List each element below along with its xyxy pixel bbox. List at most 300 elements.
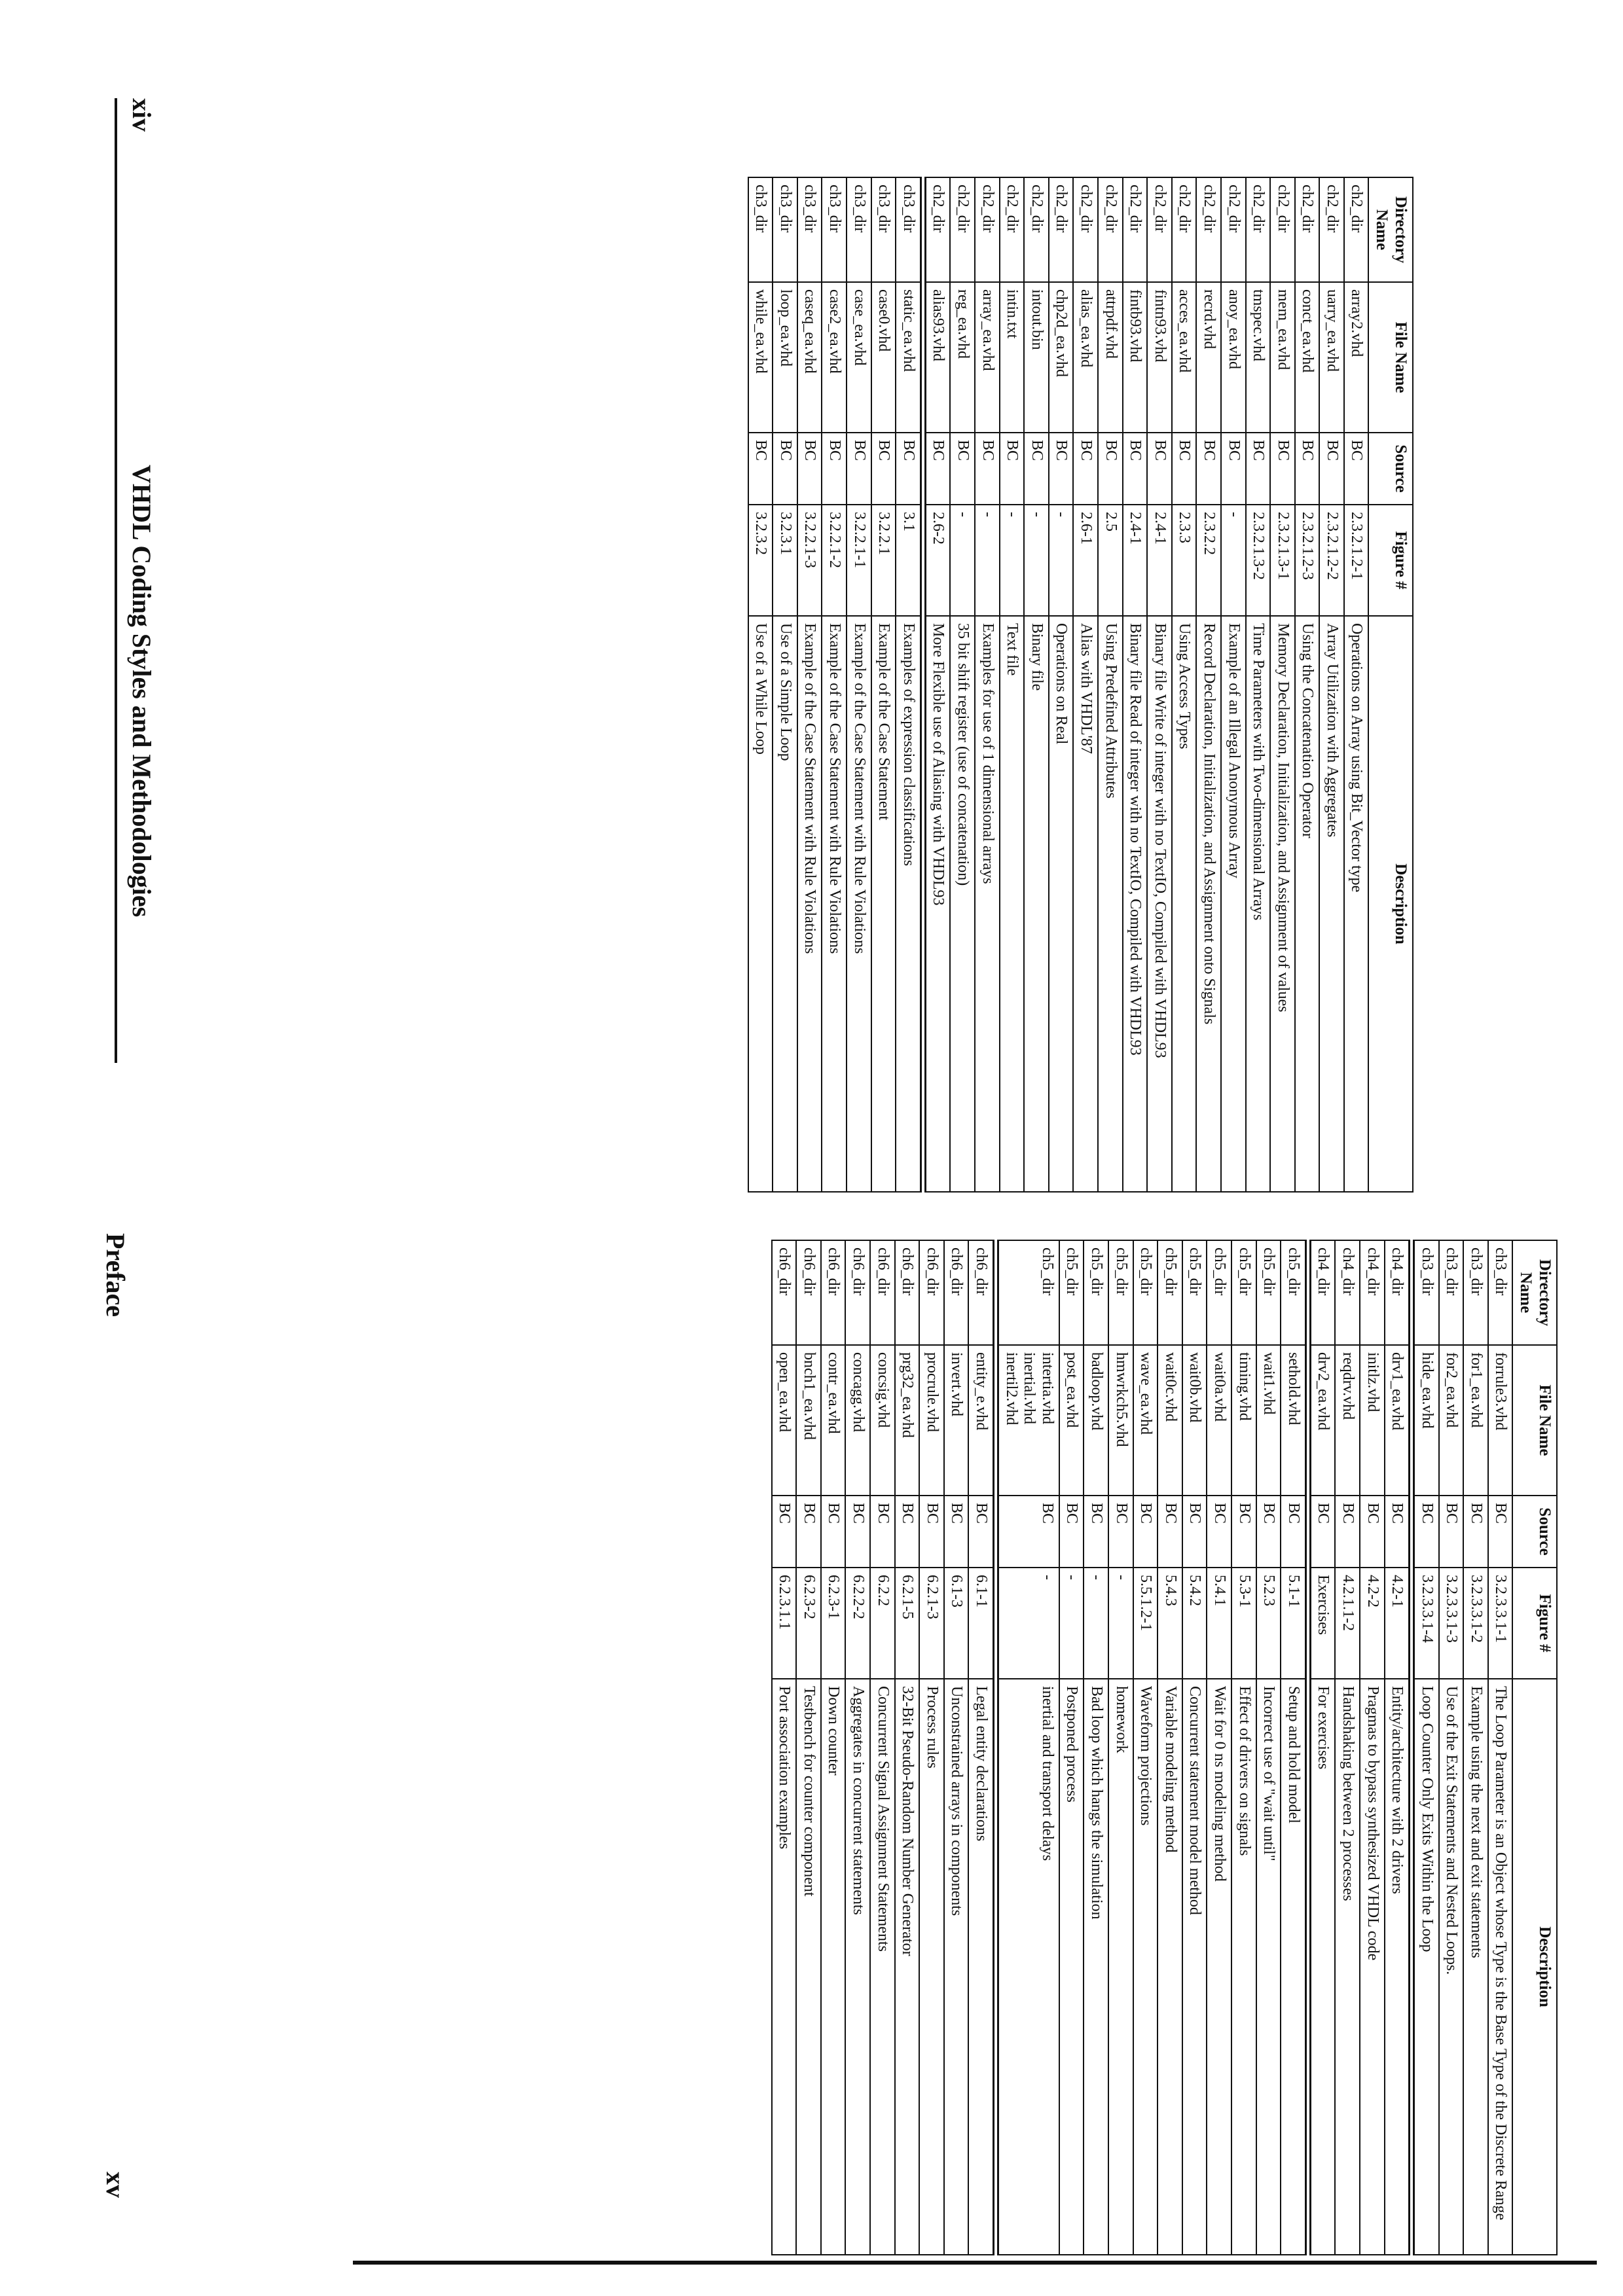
- cell-source: BC: [895, 1496, 920, 1568]
- cell-directory: ch2_dir: [1098, 177, 1123, 282]
- table-row: [996, 1240, 1059, 2255]
- cell-figure: 3.1: [896, 505, 923, 616]
- cell-source: BC: [1308, 1496, 1336, 1568]
- cell-source: BC: [923, 433, 951, 505]
- cell-source: BC: [1256, 1496, 1281, 1568]
- cell-figure: 2.6-2: [923, 505, 951, 616]
- table-row: [1024, 177, 1049, 1192]
- table-row: [822, 177, 847, 1192]
- cell-directory: ch5_dir: [996, 1240, 1059, 1345]
- cell-description: Record Declaration, Initialization, and Assignment onto Signals: [1196, 616, 1221, 1192]
- cell-directory: ch2_dir: [1221, 177, 1246, 282]
- cell-directory: ch5_dir: [1059, 1240, 1084, 1345]
- header-source: Source: [1513, 1496, 1558, 1568]
- cell-description: Binary file Write of integer with no TextIO, Compiled with VHDL93: [1147, 616, 1172, 1192]
- table-row: [950, 177, 975, 1192]
- cell-figure: 4.2.1.1-2: [1335, 1568, 1360, 1679]
- cell-directory: ch3_dir: [773, 177, 797, 282]
- cell-file-name: concsig.vhd: [870, 1345, 895, 1496]
- table-row: [1000, 177, 1025, 1192]
- cell-figure: 2.6-1: [1073, 505, 1098, 616]
- header-figure: Figure #: [1513, 1568, 1558, 1679]
- cell-file-name: invert.vhd: [944, 1345, 969, 1496]
- cell-source: BC: [1344, 433, 1369, 505]
- cell-description: Use of a Simple Loop: [773, 616, 797, 1192]
- file-index-table-left: [748, 177, 1413, 1193]
- cell-directory: ch3_dir: [847, 177, 871, 282]
- cell-figure: -: [1108, 1568, 1133, 1679]
- table-row: [1182, 1240, 1207, 2255]
- cell-figure: -: [1221, 505, 1246, 616]
- cell-description: Waveform projections: [1133, 1679, 1158, 2255]
- cell-figure: 2.3.2.1.2-2: [1319, 505, 1344, 616]
- cell-description: Text file: [1000, 616, 1025, 1192]
- cell-directory: ch4_dir: [1308, 1240, 1336, 1345]
- cell-source: BC: [822, 433, 847, 505]
- cell-file-name: anoy_ea.vhd: [1221, 282, 1246, 433]
- cell-file-name: badloop.vhd: [1084, 1345, 1108, 1496]
- cell-figure: 2.4-1: [1123, 505, 1148, 616]
- cell-file-name: intout.bin: [1024, 282, 1049, 433]
- header-directory: Directory Name: [1513, 1240, 1558, 1345]
- cell-file-name: uarry_ea.vhd: [1319, 282, 1344, 433]
- cell-description: Incorrect use of "wait until": [1256, 1679, 1281, 2255]
- cell-figure: 3.2.3.3.1-1: [1488, 1568, 1513, 1679]
- cell-figure: -: [950, 505, 975, 616]
- cell-description: Pragmas to bypass synthesized VHDL code: [1360, 1679, 1385, 2255]
- cell-directory: ch5_dir: [1182, 1240, 1207, 1345]
- header-description: Description: [1369, 616, 1413, 1192]
- cell-figure: 2.3.2.1.2-3: [1295, 505, 1320, 616]
- cell-description: Array Utilization with Aggregates: [1319, 616, 1344, 1192]
- cell-figure: 5.3-1: [1231, 1568, 1256, 1679]
- cell-directory: ch2_dir: [1147, 177, 1172, 282]
- cell-file-name: fintn93.vhd: [1147, 282, 1172, 433]
- cell-source: BC: [996, 1496, 1059, 1568]
- cell-source: BC: [1221, 433, 1246, 505]
- cell-source: BC: [975, 433, 1000, 505]
- cell-file-name: timing.vhd: [1231, 1345, 1256, 1496]
- cell-source: BC: [772, 1496, 797, 1568]
- header-directory: Directory Name: [1369, 177, 1413, 282]
- cell-directory: ch6_dir: [772, 1240, 797, 1345]
- cell-directory: ch2_dir: [1073, 177, 1098, 282]
- cell-figure: 3.2.3.2: [748, 505, 773, 616]
- cell-description: Down counter: [821, 1679, 846, 2255]
- table-row: [1256, 1240, 1281, 2255]
- table-row: [1335, 1240, 1360, 2255]
- cell-file-name: for2_ea.vhd: [1439, 1345, 1464, 1496]
- table-row: [1133, 1240, 1158, 2255]
- header-description: Description: [1513, 1679, 1558, 2255]
- cell-figure: 2.3.2.1.3-1: [1270, 505, 1295, 616]
- cell-source: BC: [847, 433, 871, 505]
- cell-source: BC: [1084, 1496, 1108, 1568]
- cell-figure: -: [1059, 1568, 1084, 1679]
- cell-description: Bad loop which hangs the simulation: [1084, 1679, 1108, 2255]
- cell-description: inertial and transport delays: [996, 1679, 1059, 2255]
- cell-description: Loop Counter Only Exits Within the Loop: [1412, 1679, 1439, 2255]
- cell-file-name: case_ea.vhd: [847, 282, 871, 433]
- cell-description: More Flexible use of Aliasing with VHDL93: [923, 616, 951, 1192]
- cell-source: BC: [797, 433, 822, 505]
- cell-directory: ch2_dir: [1246, 177, 1271, 282]
- cell-figure: 2.3.3: [1172, 505, 1197, 616]
- cell-figure: 3.2.3.3.1-3: [1439, 1568, 1464, 1679]
- table-row: [1385, 1240, 1412, 2255]
- cell-file-name: array_ea.vhd: [975, 282, 1000, 433]
- cell-source: BC: [845, 1496, 870, 1568]
- cell-description: Testbench for counter component: [796, 1679, 821, 2255]
- cell-figure: Exercises: [1308, 1568, 1336, 1679]
- cell-description: Binary file: [1024, 616, 1049, 1192]
- cell-directory: ch5_dir: [1133, 1240, 1158, 1345]
- cell-description: Memory Declaration, Initialization, and Assignment of values: [1270, 616, 1295, 1192]
- table-header-row: [1369, 177, 1413, 1192]
- cell-file-name: while_ea.vhd: [748, 282, 773, 433]
- cell-directory: ch6_dir: [821, 1240, 846, 1345]
- cell-directory: ch2_dir: [923, 177, 951, 282]
- cell-description: Binary file Read of integer with no TextIO, Compiled with VHDL93: [1123, 616, 1148, 1192]
- running-title: Preface: [101, 1233, 130, 1318]
- cell-file-name: attrpdf.vhd: [1098, 282, 1123, 433]
- cell-file-name: hide_ea.vhd: [1412, 1345, 1439, 1496]
- cell-description: Use of the Exit Statements and Nested Loops.: [1439, 1679, 1464, 2255]
- cell-directory: ch3_dir: [748, 177, 773, 282]
- cell-source: BC: [1295, 433, 1320, 505]
- cell-file-name: conct_ea.vhd: [1295, 282, 1320, 433]
- table-body-left: [748, 177, 1369, 1192]
- cell-description: Example of an Illegal Anonymous Array: [1221, 616, 1246, 1192]
- cell-source: BC: [1439, 1496, 1464, 1568]
- cell-description: Operations on Real: [1049, 616, 1074, 1192]
- header-source: Source: [1369, 433, 1413, 505]
- cell-figure: -: [1000, 505, 1025, 616]
- cell-figure: 3.2.2.1-2: [822, 505, 847, 616]
- cell-description: Using the Concatenation Operator: [1295, 616, 1320, 1192]
- cell-source: BC: [773, 433, 797, 505]
- table-row: [1098, 177, 1123, 1192]
- cell-source: BC: [968, 1496, 996, 1568]
- cell-source: BC: [821, 1496, 846, 1568]
- cell-source: BC: [1463, 1496, 1488, 1568]
- cell-file-name: static_ea.vhd: [896, 282, 923, 433]
- cell-figure: -: [996, 1568, 1059, 1679]
- cell-file-name: mem_ea.vhd: [1270, 282, 1295, 433]
- cell-file-name: loop_ea.vhd: [773, 282, 797, 433]
- cell-file-name: hmwrkch5.vhd: [1108, 1345, 1133, 1496]
- cell-source: BC: [1412, 1496, 1439, 1568]
- cell-file-name: tmspec.vhd: [1246, 282, 1271, 433]
- table-row: [1123, 177, 1148, 1192]
- cell-description: Handshaking between 2 processes: [1335, 1679, 1360, 2255]
- cell-directory: ch6_dir: [895, 1240, 920, 1345]
- cell-directory: ch2_dir: [1295, 177, 1320, 282]
- cell-source: BC: [1123, 433, 1148, 505]
- cell-description: Example of the Case Statement: [871, 616, 896, 1192]
- cell-source: BC: [796, 1496, 821, 1568]
- cell-directory: ch6_dir: [870, 1240, 895, 1345]
- cell-file-name: post_ea.vhd: [1059, 1345, 1084, 1496]
- cell-file-name: open_ea.vhd: [772, 1345, 797, 1496]
- cell-file-name: concagg.vhd: [845, 1345, 870, 1496]
- table-row: [895, 1240, 920, 2255]
- cell-file-name: acces_ea.vhd: [1172, 282, 1197, 433]
- cell-directory: ch5_dir: [1281, 1240, 1308, 1345]
- cell-description: Effect of drivers on signals: [1231, 1679, 1256, 2255]
- cell-file-name: initlz.vhd: [1360, 1345, 1385, 1496]
- cell-directory: ch3_dir: [1439, 1240, 1464, 1345]
- cell-figure: 2.4-1: [1147, 505, 1172, 616]
- right-page-header: [91, 1233, 150, 2198]
- cell-figure: 5.2.3: [1256, 1568, 1281, 1679]
- table-row: [847, 177, 871, 1192]
- cell-figure: 2.3.2.1.3-2: [1246, 505, 1271, 616]
- cell-figure: -: [975, 505, 1000, 616]
- cell-figure: 2.3.2.1.2-1: [1344, 505, 1369, 616]
- cell-description: 35 bit shift register (use of concatenation): [950, 616, 975, 1192]
- cell-directory: ch3_dir: [896, 177, 923, 282]
- cell-figure: -: [1049, 505, 1074, 616]
- cell-directory: ch2_dir: [1123, 177, 1148, 282]
- cell-file-name: prg32_ea.vhd: [895, 1345, 920, 1496]
- cell-directory: ch3_dir: [871, 177, 896, 282]
- table-row: [797, 177, 822, 1192]
- cell-source: BC: [944, 1496, 969, 1568]
- table-row: [1221, 177, 1246, 1192]
- cell-figure: 5.1-1: [1281, 1568, 1308, 1679]
- cell-description: Alias with VHDL'87: [1073, 616, 1098, 1192]
- table-row: [944, 1240, 969, 2255]
- cell-directory: ch2_dir: [1270, 177, 1295, 282]
- cell-source: BC: [1246, 433, 1271, 505]
- table-row: [1196, 177, 1221, 1192]
- cell-directory: ch5_dir: [1231, 1240, 1256, 1345]
- cell-directory: ch2_dir: [1049, 177, 1074, 282]
- cell-file-name: chp2d_ea.vhd: [1049, 282, 1074, 433]
- table-row: [1488, 1240, 1513, 2255]
- table-row: [1231, 1240, 1256, 2255]
- cell-directory: ch2_dir: [1196, 177, 1221, 282]
- cell-file-name: wait0b.vhd: [1182, 1345, 1207, 1496]
- table-row: [1158, 1240, 1182, 2255]
- cell-directory: ch3_dir: [1488, 1240, 1513, 1345]
- cell-description: Using Predefined Attributes: [1098, 616, 1123, 1192]
- cell-file-name: entity_e.vhd: [968, 1345, 996, 1496]
- cell-directory: ch4_dir: [1385, 1240, 1412, 1345]
- cell-directory: ch6_dir: [944, 1240, 969, 1345]
- table-row: [1270, 177, 1295, 1192]
- table-row: [1412, 1240, 1439, 2255]
- cell-description: Time Parameters with Two-dimensional Arrays: [1246, 616, 1271, 1192]
- cell-description: Example of the Case Statement with Rule Violations: [847, 616, 871, 1192]
- table-header-row: [1513, 1240, 1558, 2255]
- cell-file-name: recrd.vhd: [1196, 282, 1221, 433]
- cell-directory: ch5_dir: [1158, 1240, 1182, 1345]
- left-page-header: [115, 98, 176, 1063]
- table-row: [1207, 1240, 1231, 2255]
- cell-file-name: array2.vhd: [1344, 282, 1369, 433]
- cell-directory: ch3_dir: [1412, 1240, 1439, 1345]
- table-row: [871, 177, 896, 1192]
- cell-figure: -: [1024, 505, 1049, 616]
- cell-figure: 5.4.2: [1182, 1568, 1207, 1679]
- cell-figure: 6.1-3: [944, 1568, 969, 1679]
- table-row: [1246, 177, 1271, 1192]
- cell-directory: ch5_dir: [1084, 1240, 1108, 1345]
- cell-directory: ch2_dir: [975, 177, 1000, 282]
- file-index-table-right: [771, 1240, 1558, 2255]
- cell-source: BC: [1270, 433, 1295, 505]
- table-row: [1073, 177, 1098, 1192]
- cell-description: Variable modeling method: [1158, 1679, 1182, 2255]
- cell-file-name: intin.txt: [1000, 282, 1025, 433]
- cell-source: BC: [950, 433, 975, 505]
- cell-description: Concurrent statement model method: [1182, 1679, 1207, 2255]
- cell-source: BC: [1049, 433, 1074, 505]
- cell-source: BC: [1073, 433, 1098, 505]
- cell-figure: -: [1084, 1568, 1108, 1679]
- cell-description: Example using the next and exit statements: [1463, 1679, 1488, 2255]
- cell-directory: ch6_dir: [919, 1240, 944, 1345]
- cell-description: Process rules: [919, 1679, 944, 2255]
- cell-file-name: caseq_ea.vhd: [797, 282, 822, 433]
- cell-file-name: alias93.vhd: [923, 282, 951, 433]
- cell-figure: 3.2.2.1-3: [797, 505, 822, 616]
- cell-description: Examples of expression classifications: [896, 616, 923, 1192]
- table-row: [796, 1240, 821, 2255]
- cell-source: BC: [1059, 1496, 1084, 1568]
- cell-figure: 5.4.3: [1158, 1568, 1182, 1679]
- cell-source: BC: [1319, 433, 1344, 505]
- cell-figure: 2.5: [1098, 505, 1123, 616]
- cell-source: BC: [1335, 1496, 1360, 1568]
- table-row: [1344, 177, 1369, 1192]
- cell-figure: 6.2.2: [870, 1568, 895, 1679]
- cell-description: Entity/architecture with 2 drivers: [1385, 1679, 1412, 2255]
- cell-source: BC: [1108, 1496, 1133, 1568]
- cell-source: BC: [1172, 433, 1197, 505]
- cell-directory: ch6_dir: [968, 1240, 996, 1345]
- cell-figure: 3.2.3.3.1-2: [1463, 1568, 1488, 1679]
- cell-description: Example of the Case Statement with Rule Violations: [797, 616, 822, 1192]
- cell-file-name: case0.vhd: [871, 282, 896, 433]
- cell-file-name: alias_ea.vhd: [1073, 282, 1098, 433]
- cell-figure: 6.2.1-5: [895, 1568, 920, 1679]
- cell-figure: 6.2.2-2: [845, 1568, 870, 1679]
- cell-description: Examples for use of 1 dimensional arrays: [975, 616, 1000, 1192]
- cell-description: Using Access Types: [1172, 616, 1197, 1192]
- table-row: [772, 1240, 797, 2255]
- table-row: [821, 1240, 846, 2255]
- cell-directory: ch5_dir: [1207, 1240, 1231, 1345]
- cell-source: BC: [871, 433, 896, 505]
- cell-file-name: wait0a.vhd: [1207, 1345, 1231, 1496]
- cell-description: Port association examples: [772, 1679, 797, 2255]
- page-number: xv: [101, 2172, 130, 2198]
- cell-figure: 6.1-1: [968, 1568, 996, 1679]
- cell-directory: ch2_dir: [950, 177, 975, 282]
- cell-description: Example of the Case Statement with Rule Violations: [822, 616, 847, 1192]
- cell-source: BC: [1385, 1496, 1412, 1568]
- table-row: [923, 177, 951, 1192]
- cell-figure: 3.2.3.3.1-4: [1412, 1568, 1439, 1679]
- table-row: [773, 177, 797, 1192]
- cell-description: Postponed process: [1059, 1679, 1084, 2255]
- cell-file-name: wave_ea.vhd: [1133, 1345, 1158, 1496]
- cell-file-name: procrule.vhd: [919, 1345, 944, 1496]
- cell-source: BC: [896, 433, 923, 505]
- cell-file-name: case2_ea.vhd: [822, 282, 847, 433]
- cell-source: BC: [919, 1496, 944, 1568]
- header-file-name: File Name: [1513, 1345, 1558, 1496]
- cell-source: BC: [1281, 1496, 1308, 1568]
- cell-source: BC: [748, 433, 773, 505]
- cell-file-name: forrule3.vhd: [1488, 1345, 1513, 1496]
- cell-description: Concurrent Signal Assignment Statements: [870, 1679, 895, 2255]
- cell-directory: ch4_dir: [1360, 1240, 1385, 1345]
- cell-source: BC: [1182, 1496, 1207, 1568]
- cell-file-name: wait0c.vhd: [1158, 1345, 1182, 1496]
- table-row: [1439, 1240, 1464, 2255]
- cell-source: BC: [1207, 1496, 1231, 1568]
- table-row: [1295, 177, 1320, 1192]
- table-body-right: [772, 1240, 1513, 2255]
- header-figure: Figure #: [1369, 505, 1413, 616]
- cell-source: BC: [1133, 1496, 1158, 1568]
- right-page: [0, 1148, 1623, 2296]
- cell-description: Aggregates in concurrent statements: [845, 1679, 870, 2255]
- cell-source: BC: [1231, 1496, 1256, 1568]
- cell-file-name: bnch1_ea.vhd: [796, 1345, 821, 1496]
- cell-figure: 6.2.3.1.1: [772, 1568, 797, 1679]
- cell-source: BC: [1000, 433, 1025, 505]
- cell-source: BC: [1196, 433, 1221, 505]
- cell-figure: 6.2.1-3: [919, 1568, 944, 1679]
- cell-figure: 5.5.1.2-1: [1133, 1568, 1158, 1679]
- cell-description: Wait for 0 ns modeling method: [1207, 1679, 1231, 2255]
- cell-directory: ch3_dir: [822, 177, 847, 282]
- cell-description: Setup and hold model: [1281, 1679, 1308, 2255]
- binding-rule: [353, 2261, 1597, 2265]
- cell-directory: ch2_dir: [1172, 177, 1197, 282]
- cell-source: BC: [870, 1496, 895, 1568]
- cell-file-name: for1_ea.vhd: [1463, 1345, 1488, 1496]
- cell-file-name: intertia.vhd inertial.vhd inertil2.vhd: [996, 1345, 1059, 1496]
- cell-description: Unconstrained arrays in components: [944, 1679, 969, 2255]
- cell-source: BC: [1360, 1496, 1385, 1568]
- cell-directory: ch2_dir: [1319, 177, 1344, 282]
- cell-directory: ch3_dir: [1463, 1240, 1488, 1345]
- cell-directory: ch3_dir: [797, 177, 822, 282]
- cell-figure: 6.2.3-2: [796, 1568, 821, 1679]
- cell-description: Legal entity declarations: [968, 1679, 996, 2255]
- cell-figure: 3.2.3.1: [773, 505, 797, 616]
- cell-directory: ch2_dir: [1000, 177, 1025, 282]
- table-row: [1059, 1240, 1084, 2255]
- cell-figure: 4.2-1: [1385, 1568, 1412, 1679]
- cell-directory: ch4_dir: [1335, 1240, 1360, 1345]
- cell-figure: 3.2.2.1: [871, 505, 896, 616]
- cell-file-name: reg_ea.vhd: [950, 282, 975, 433]
- cell-file-name: drv2_ea.vhd: [1308, 1345, 1336, 1496]
- header-file-name: File Name: [1369, 282, 1413, 433]
- cell-source: BC: [1147, 433, 1172, 505]
- table-row: [1360, 1240, 1385, 2255]
- cell-file-name: wait1.vhd: [1256, 1345, 1281, 1496]
- table-row: [1049, 177, 1074, 1192]
- cell-directory: ch6_dir: [845, 1240, 870, 1345]
